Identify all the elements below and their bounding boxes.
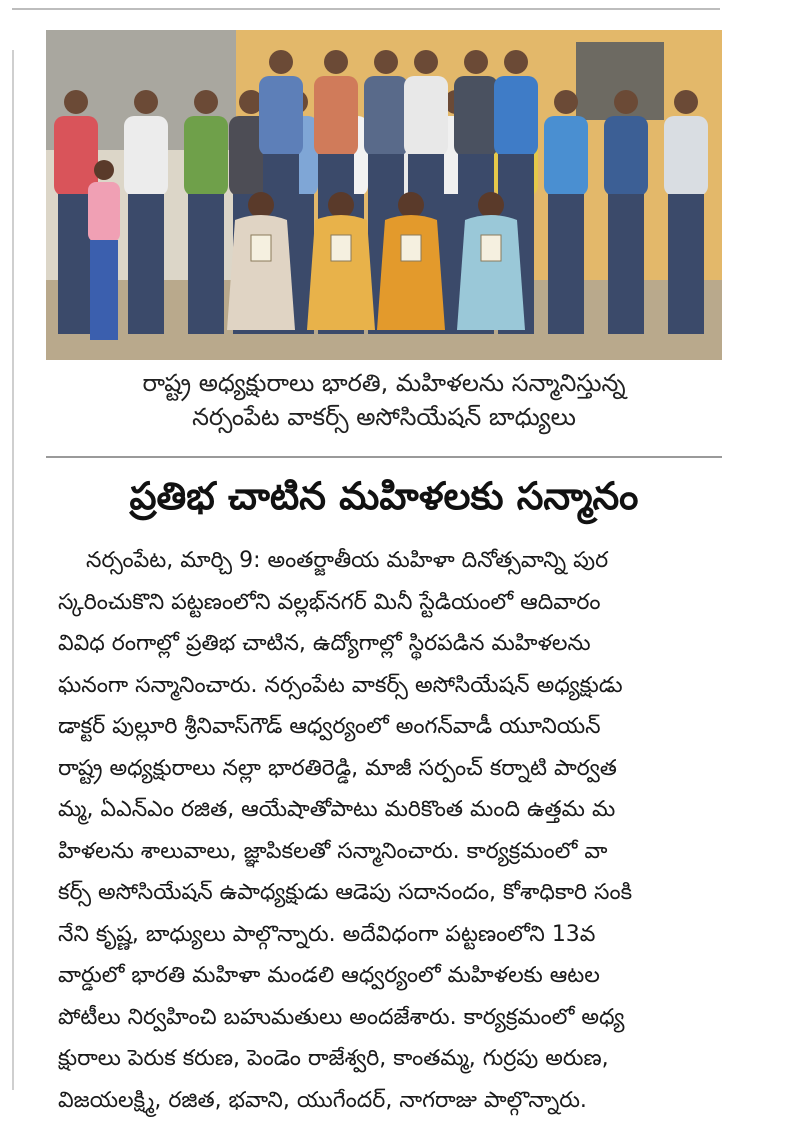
person-head bbox=[504, 50, 528, 74]
person-legs bbox=[608, 194, 644, 334]
seated-woman-saree bbox=[457, 215, 525, 330]
award-plaque bbox=[251, 235, 271, 261]
person-shirt bbox=[364, 76, 408, 156]
seated-woman-head bbox=[478, 192, 504, 218]
person-legs bbox=[548, 194, 584, 334]
caption-divider bbox=[46, 456, 722, 458]
person-shirt bbox=[664, 116, 708, 196]
award-plaque bbox=[401, 235, 421, 261]
person-head bbox=[324, 50, 348, 74]
award-plaque bbox=[331, 235, 351, 261]
seated-woman-saree bbox=[377, 215, 445, 330]
person-legs bbox=[128, 194, 164, 334]
top-rule bbox=[12, 8, 720, 10]
person-shirt bbox=[184, 116, 228, 196]
seated-woman-head bbox=[398, 192, 424, 218]
person-head bbox=[464, 50, 488, 74]
article-body bbox=[58, 540, 720, 1121]
person-shirt bbox=[544, 116, 588, 196]
girl-legs bbox=[90, 240, 118, 340]
person-shirt bbox=[404, 76, 448, 156]
seated-woman-saree bbox=[227, 215, 295, 330]
group-photo-illustration bbox=[46, 30, 722, 360]
girl-dress bbox=[88, 182, 120, 242]
body-line: స్కరించుకొని పట్టణంలోని వల్లభ్‌నగర్ మినీ స్టేడియంలో ఆదివారం bbox=[58, 589, 601, 615]
person-head bbox=[134, 90, 158, 114]
person-head bbox=[269, 50, 293, 74]
body-line: క్షురాలు పెరుక కరుణ, పెండెం రాజేశ్వరి, కాంతమ్మ, గుర్రపు అరుణ, bbox=[58, 1046, 609, 1071]
person-shirt bbox=[604, 116, 648, 196]
body-line: డాక్టర్ పుల్లూరి శ్రీనివాస్‌గౌడ్ ఆధ్వర్యంలో అంగన్‌వాడీ యూనియన్ bbox=[58, 714, 601, 739]
body-line: వివిధ రంగాల్లో ప్రతిభ చాటిన, ఉద్యోగాల్లో స్థిరపడిన మహిళలను bbox=[58, 631, 591, 656]
column-rule bbox=[12, 50, 14, 1090]
person-head bbox=[64, 90, 88, 114]
person-head bbox=[554, 90, 578, 114]
award-plaque bbox=[481, 235, 501, 261]
body-line: రాష్ట్ర అధ్యక్షురాలు నల్లా భారతిరెడ్డి, మాజీ సర్పంచ్ కర్నాటి పార్వత bbox=[58, 755, 617, 781]
seated-woman-head bbox=[328, 192, 354, 218]
body-line: విజయలక్ష్మి, రజిత, భవాని, యుగేందర్, నాగరాజు పాల్గొన్నారు. bbox=[58, 1087, 587, 1113]
person-shirt bbox=[454, 76, 498, 156]
person-shirt bbox=[494, 76, 538, 156]
body-line: వార్డులో భారతి మహిళా మండలి ఆధ్వర్యంలో మహిళలకు ఆటల bbox=[58, 963, 600, 988]
group-photo bbox=[46, 30, 722, 360]
person-head bbox=[194, 90, 218, 114]
body-line: హిళలను శాలువాలు, జ్ఞాపికలతో సన్మానించారు. కార్యక్రమంలో వా bbox=[58, 838, 608, 864]
person-head bbox=[674, 90, 698, 114]
body-line: నేని కృష్ణ, బాధ్యులు పాల్గొన్నారు. అదేవిధంగా పట్టణంలోని 13వ bbox=[58, 921, 596, 947]
person-shirt bbox=[124, 116, 168, 196]
person-legs bbox=[188, 194, 224, 334]
person-head bbox=[614, 90, 638, 114]
person-legs bbox=[668, 194, 704, 334]
body-line: మ్మ, ఏఎన్ఎం రజిత, ఆయేషాతోపాటు మరికొంత మంది ఉత్తమ మ bbox=[58, 797, 616, 822]
caption-line-1: రాష్ట్ర అధ్యక్షురాలు భారతి, మహిళలను సన్మానిస్తున్న bbox=[142, 369, 626, 397]
seated-woman-saree bbox=[307, 215, 375, 330]
headline: ప్రతిభ చాటిన మహిళలకు సన్మానం bbox=[129, 474, 639, 518]
body-line: పోటీలు నిర్వహించి బహుమతులు అందజేశారు. కార్యక్రమంలో అధ్య bbox=[58, 1004, 625, 1030]
person-head bbox=[414, 50, 438, 74]
person-head bbox=[374, 50, 398, 74]
body-line: కర్స్ అసోసియేషన్ ఉపాధ్యక్షుడు ఆడెపు సదానందం, కోశాధికారి సంకి bbox=[58, 880, 633, 905]
body-line: ఘనంగా సన్మానించారు. నర్సంపేట వాకర్స్ అసోసియేషన్ అధ్యక్షుడు bbox=[58, 672, 623, 698]
caption-line-2: నర్సంపేట వాకర్స్ అసోసియేషన్ బాధ్యులు bbox=[192, 403, 576, 431]
seated-woman-head bbox=[248, 192, 274, 218]
body-line: నర్సంపేట, మార్చి 9: అంతర్జాతీయ మహిళా దినోత్సవాన్ని పుర bbox=[86, 548, 609, 573]
photo-caption bbox=[46, 366, 722, 434]
person-shirt bbox=[259, 76, 303, 156]
girl-head bbox=[94, 160, 114, 180]
person-shirt bbox=[314, 76, 358, 156]
